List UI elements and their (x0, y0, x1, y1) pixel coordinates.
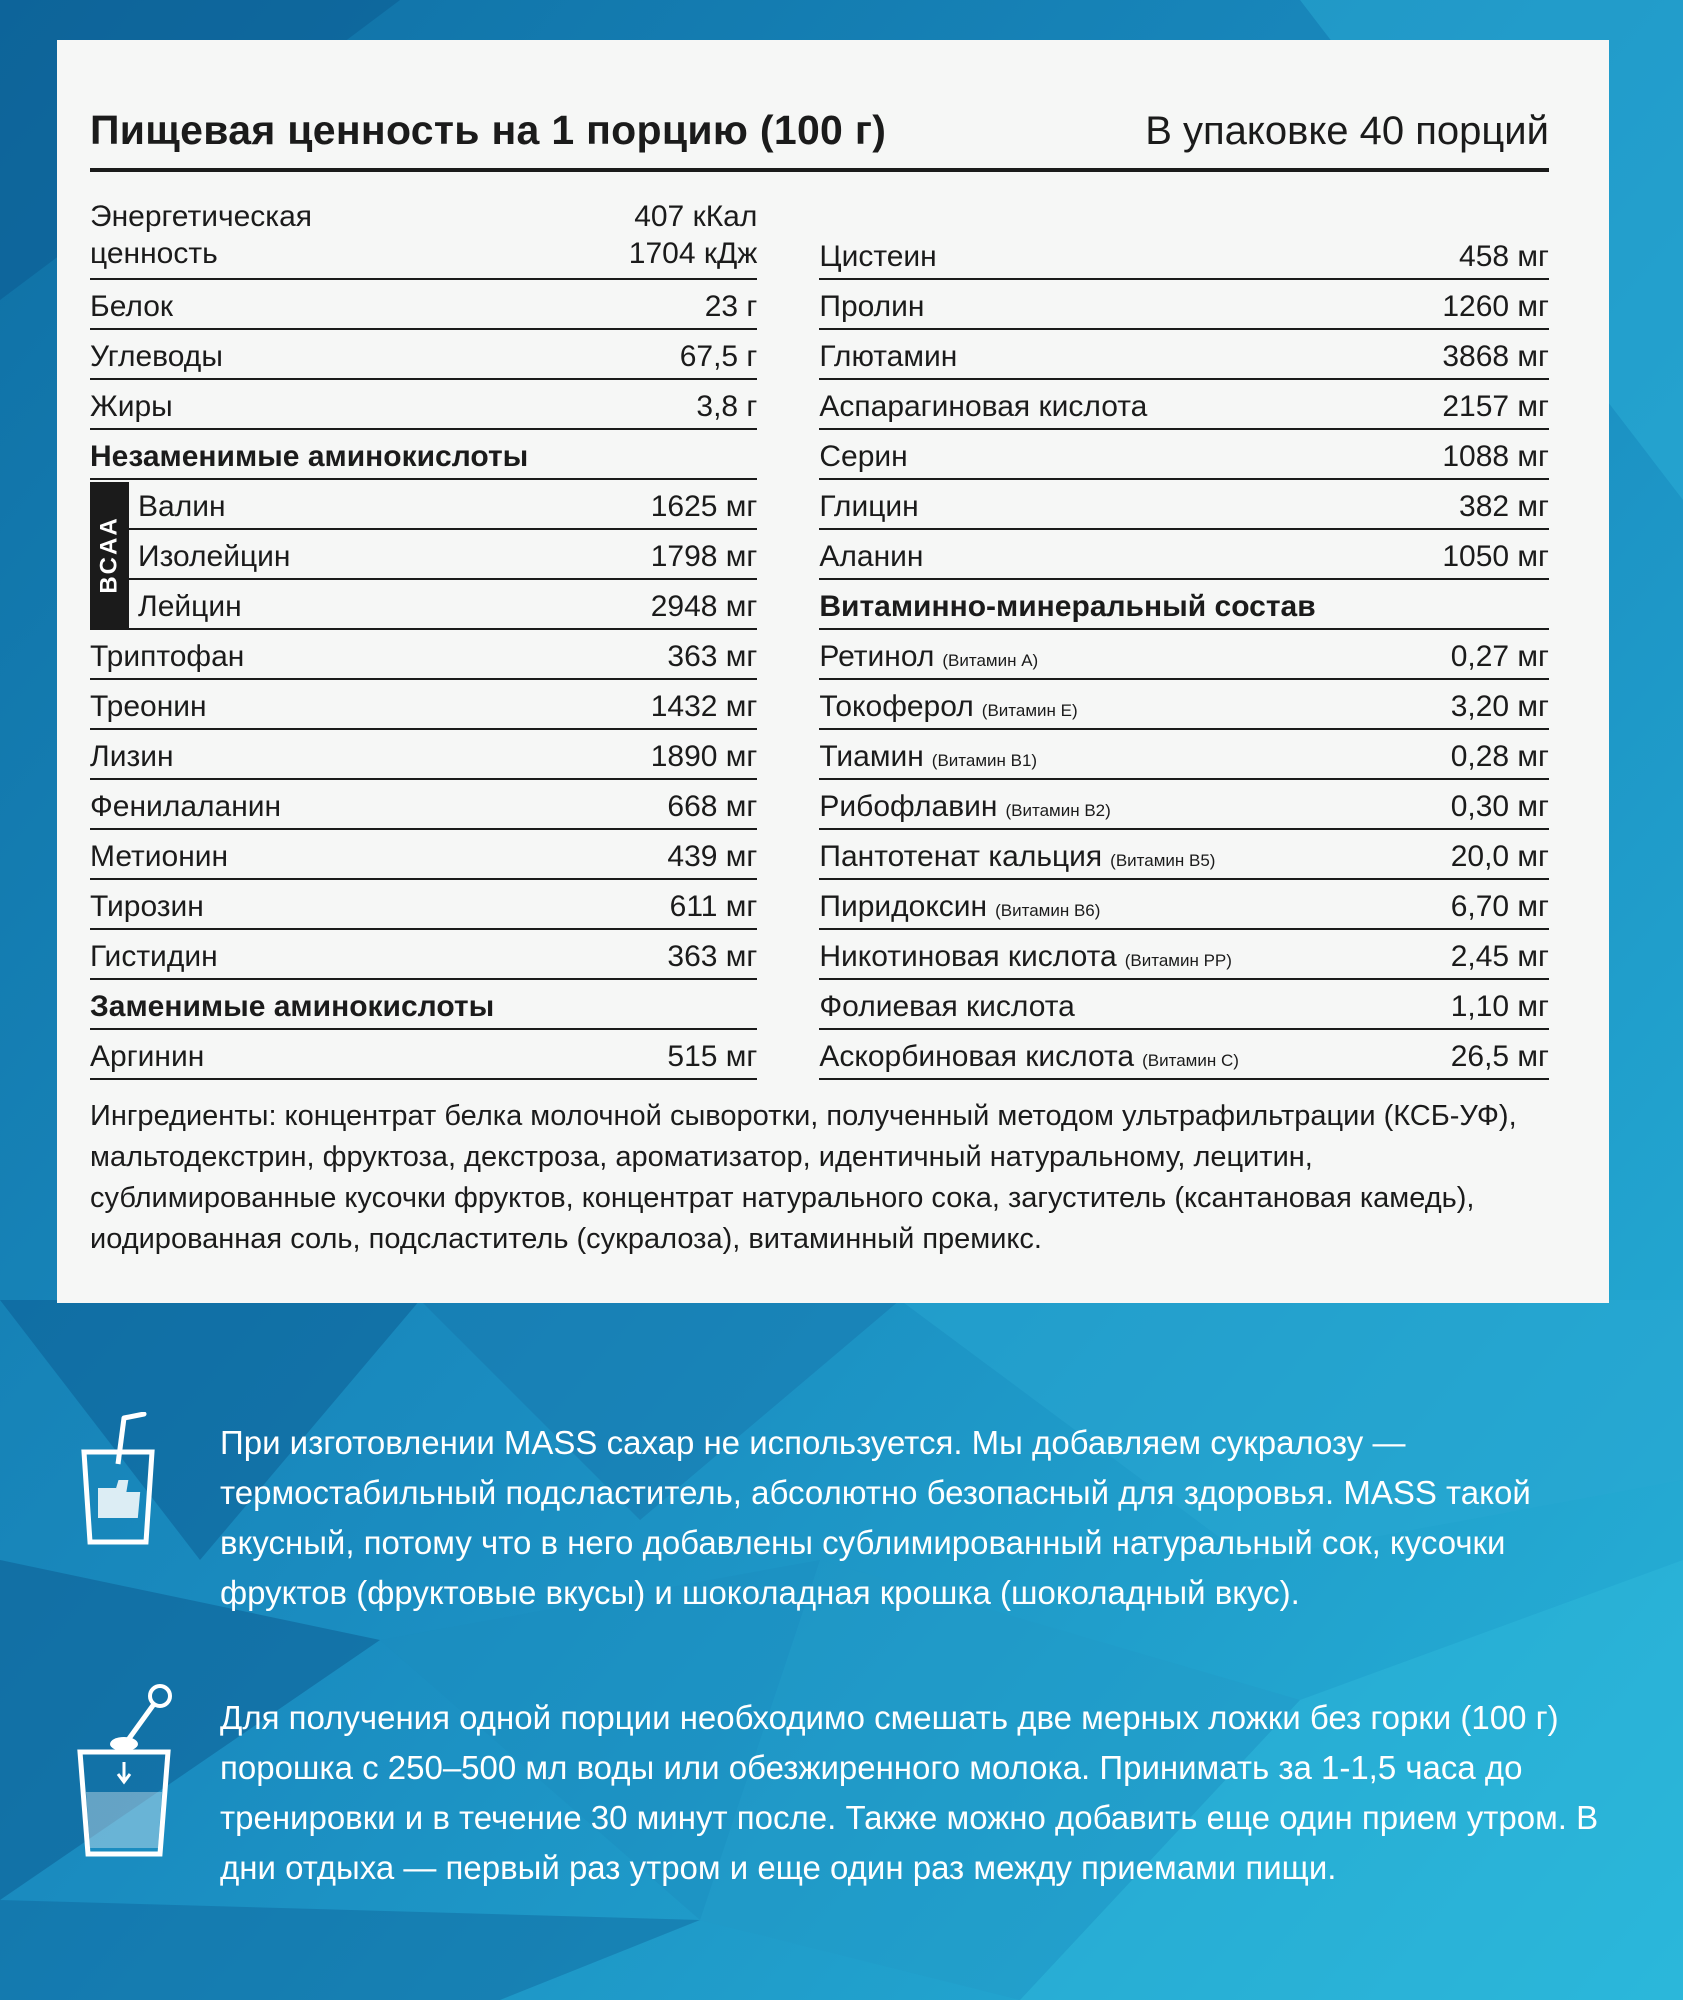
bcaa-tag (90, 482, 129, 628)
amino-value: 363 мг (667, 640, 758, 673)
macro-name: Жиры (90, 390, 173, 423)
amino-row (819, 178, 1549, 280)
vitamin-name: Пантотенат кальция (819, 840, 1103, 873)
vitamin-note: (Витамин С) (1142, 1051, 1239, 1070)
bcaa-row (90, 530, 757, 580)
vitamin-name: Аскорбиновая кислота (819, 1040, 1135, 1073)
amino-value: 363 мг (667, 940, 758, 973)
vitamin-note: (Витамин РР) (1124, 951, 1232, 970)
panel-header (90, 92, 1549, 154)
section-title: Заменимые аминокислоты (90, 990, 495, 1023)
amino-row (90, 1030, 757, 1080)
vitamin-value: 3,20 мг (1450, 690, 1549, 723)
amino-row (819, 480, 1549, 530)
vitamin-name: Токоферол (819, 690, 974, 723)
bcaa-label: BCAA (95, 516, 123, 594)
vitamin-name: Тиамин (819, 740, 924, 773)
amino-value: 1432 мг (650, 690, 758, 723)
macro-row (90, 280, 757, 330)
vitamin-name: Пиридоксин (819, 890, 988, 923)
vitamin-note: (Витамин В5) (1110, 851, 1216, 870)
usage-text: Для получения одной порции необходимо смешать две мерных ложки без горки (100 г) порошка с 250–500 мл воды или обезжиренного молока. Принимать за 1-1,5 часа до тренировки и в течение 30 минут после. Также можно добавить еще один прием утром. В дни отдыха — первый раз утром и еще один раз между приемами пищи. (220, 1699, 1599, 1886)
energy-kcal: 407 кКал (634, 200, 758, 233)
vitamin-row (819, 680, 1549, 730)
header-rule (90, 168, 1549, 172)
energy-row (90, 178, 757, 280)
amino-row (819, 430, 1549, 480)
vitamin-value: 20,0 мг (1450, 840, 1549, 873)
vitamin-note: (Витамин В1) (931, 751, 1038, 770)
amino-value: 382 мг (1459, 490, 1549, 523)
left-column (90, 178, 757, 1080)
amino-row (90, 630, 757, 680)
vitamin-row (819, 1030, 1549, 1080)
vitamin-name: Ретинол (819, 640, 935, 673)
bcaa-group (90, 480, 757, 630)
amino-value: 1050 мг (1442, 540, 1549, 573)
sugar-free-text: При изготовлении MASS сахар не используется. Мы добавляем сукралозу — термостабильный подсластитель, абсолютно безопасный для здоровья. MASS такой вкусный, потому что в него добавлены сублимированный натуральный сок, кусочки фруктов (фруктовые вкусы) и шоколадная крошка (шоколадный вкус). (220, 1424, 1531, 1611)
macro-value: 3,8 г (696, 390, 758, 423)
vitamin-value: 6,70 мг (1450, 890, 1549, 923)
nutrition-title: Пищевая ценность на 1 порцию (100 г) (90, 107, 887, 153)
energy-label-line1: Энергетическая (90, 200, 312, 233)
amino-value: 611 мг (669, 890, 758, 923)
amino-value: 439 мг (667, 840, 758, 873)
amino-row (819, 330, 1549, 380)
vitamin-row (819, 780, 1549, 830)
glass-scoop-icon (70, 1682, 180, 1862)
amino-name: Лизин (90, 740, 174, 773)
vitamin-row (819, 830, 1549, 880)
amino-value: 3868 мг (1442, 340, 1549, 373)
glass-thumbs-up-icon (80, 1412, 160, 1562)
amino-name: Серин (819, 440, 908, 473)
vitamin-note: (Витамин В6) (995, 901, 1101, 920)
nutrition-panel (57, 40, 1609, 1303)
amino-row (90, 680, 757, 730)
amino-name: Пролин (819, 290, 925, 323)
amino-value: 2948 мг (650, 590, 758, 623)
amino-row (819, 530, 1549, 580)
macro-value: 23 г (704, 290, 758, 323)
vitamin-note: (Витамин В2) (1005, 801, 1111, 820)
amino-row (90, 830, 757, 880)
amino-value: 515 мг (667, 1040, 758, 1073)
vitamin-note: (Витамин Е) (981, 701, 1078, 720)
vitamin-note: (Витамин А) (942, 651, 1039, 670)
nonessential-amino-heading (90, 980, 757, 1030)
amino-name: Треонин (90, 690, 207, 723)
macro-row (90, 330, 757, 380)
amino-name: Гистидин (90, 940, 218, 973)
amino-value: 668 мг (667, 790, 758, 823)
section-title: Витаминно-минеральный состав (819, 590, 1316, 623)
vitamin-value: 2,45 мг (1450, 940, 1549, 973)
amino-name: Валин (138, 490, 226, 523)
vitamin-row (819, 630, 1549, 680)
vitamin-row (819, 730, 1549, 780)
amino-row (90, 880, 757, 930)
amino-name: Тирозин (90, 890, 204, 923)
servings-count: В упаковке 40 порций (1145, 109, 1549, 153)
bcaa-row (90, 480, 757, 530)
vitamin-value: 1,10 мг (1450, 990, 1549, 1023)
vitamin-row (819, 880, 1549, 930)
amino-name: Аргинин (90, 1040, 205, 1073)
amino-name: Триптофан (90, 640, 245, 673)
amino-value: 2157 мг (1442, 390, 1549, 423)
energy-label-line2: ценность (90, 237, 218, 270)
bcaa-row (90, 580, 757, 630)
amino-name: Аспарагиновая кислота (819, 390, 1148, 423)
amino-row (90, 930, 757, 980)
amino-value: 458 мг (1459, 240, 1549, 273)
vitamin-name: Рибофлавин (819, 790, 998, 823)
vitamin-row (819, 980, 1549, 1030)
amino-row (819, 380, 1549, 430)
macro-value: 67,5 г (679, 340, 758, 373)
section-title: Незаменимые аминокислоты (90, 440, 529, 473)
vitamin-value: 0,27 мг (1450, 640, 1549, 673)
macro-name: Углеводы (90, 340, 223, 373)
amino-value: 1890 мг (650, 740, 758, 773)
amino-name: Фенилаланин (90, 790, 282, 823)
amino-row (90, 780, 757, 830)
vitamin-row (819, 930, 1549, 980)
amino-name: Глицин (819, 490, 919, 523)
amino-value: 1088 мг (1442, 440, 1549, 473)
vitamin-value: 0,28 мг (1450, 740, 1549, 773)
amino-name: Аланин (819, 540, 924, 573)
right-column (819, 178, 1549, 1080)
vitamin-name: Никотиновая кислота (819, 940, 1117, 973)
amino-name: Лейцин (138, 590, 242, 623)
amino-row (90, 730, 757, 780)
essential-amino-heading (90, 430, 757, 480)
amino-row (819, 280, 1549, 330)
amino-value: 1625 мг (650, 490, 758, 523)
amino-name: Цистеин (819, 240, 937, 273)
amino-name: Метионин (90, 840, 229, 873)
vitamins-heading (819, 580, 1549, 630)
vitamin-name: Фолиевая кислота (819, 990, 1075, 1023)
ingredients-text: Ингредиенты: концентрат белка молочной сыворотки, полученный методом ультрафильтрации (КСБ-УФ), мальтодекстрин, фруктоза, декстроза, ароматизатор, идентичный натуральному, лецитин, сублимированные кусочки фруктов, концентрат натурального сока, загуститель (ксантановая камедь), иодированная соль, подсластитель (сукралоза), витаминный премикс. (90, 1100, 1517, 1255)
macro-name: Белок (90, 290, 174, 323)
amino-name: Глютамин (819, 340, 958, 373)
macro-row (90, 380, 757, 430)
amino-value: 1260 мг (1442, 290, 1549, 323)
vitamin-value: 0,30 мг (1450, 790, 1549, 823)
energy-kj: 1704 кДж (628, 237, 758, 270)
vitamin-value: 26,5 мг (1450, 1040, 1549, 1073)
amino-name: Изолейцин (138, 540, 291, 573)
amino-value: 1798 мг (650, 540, 758, 573)
